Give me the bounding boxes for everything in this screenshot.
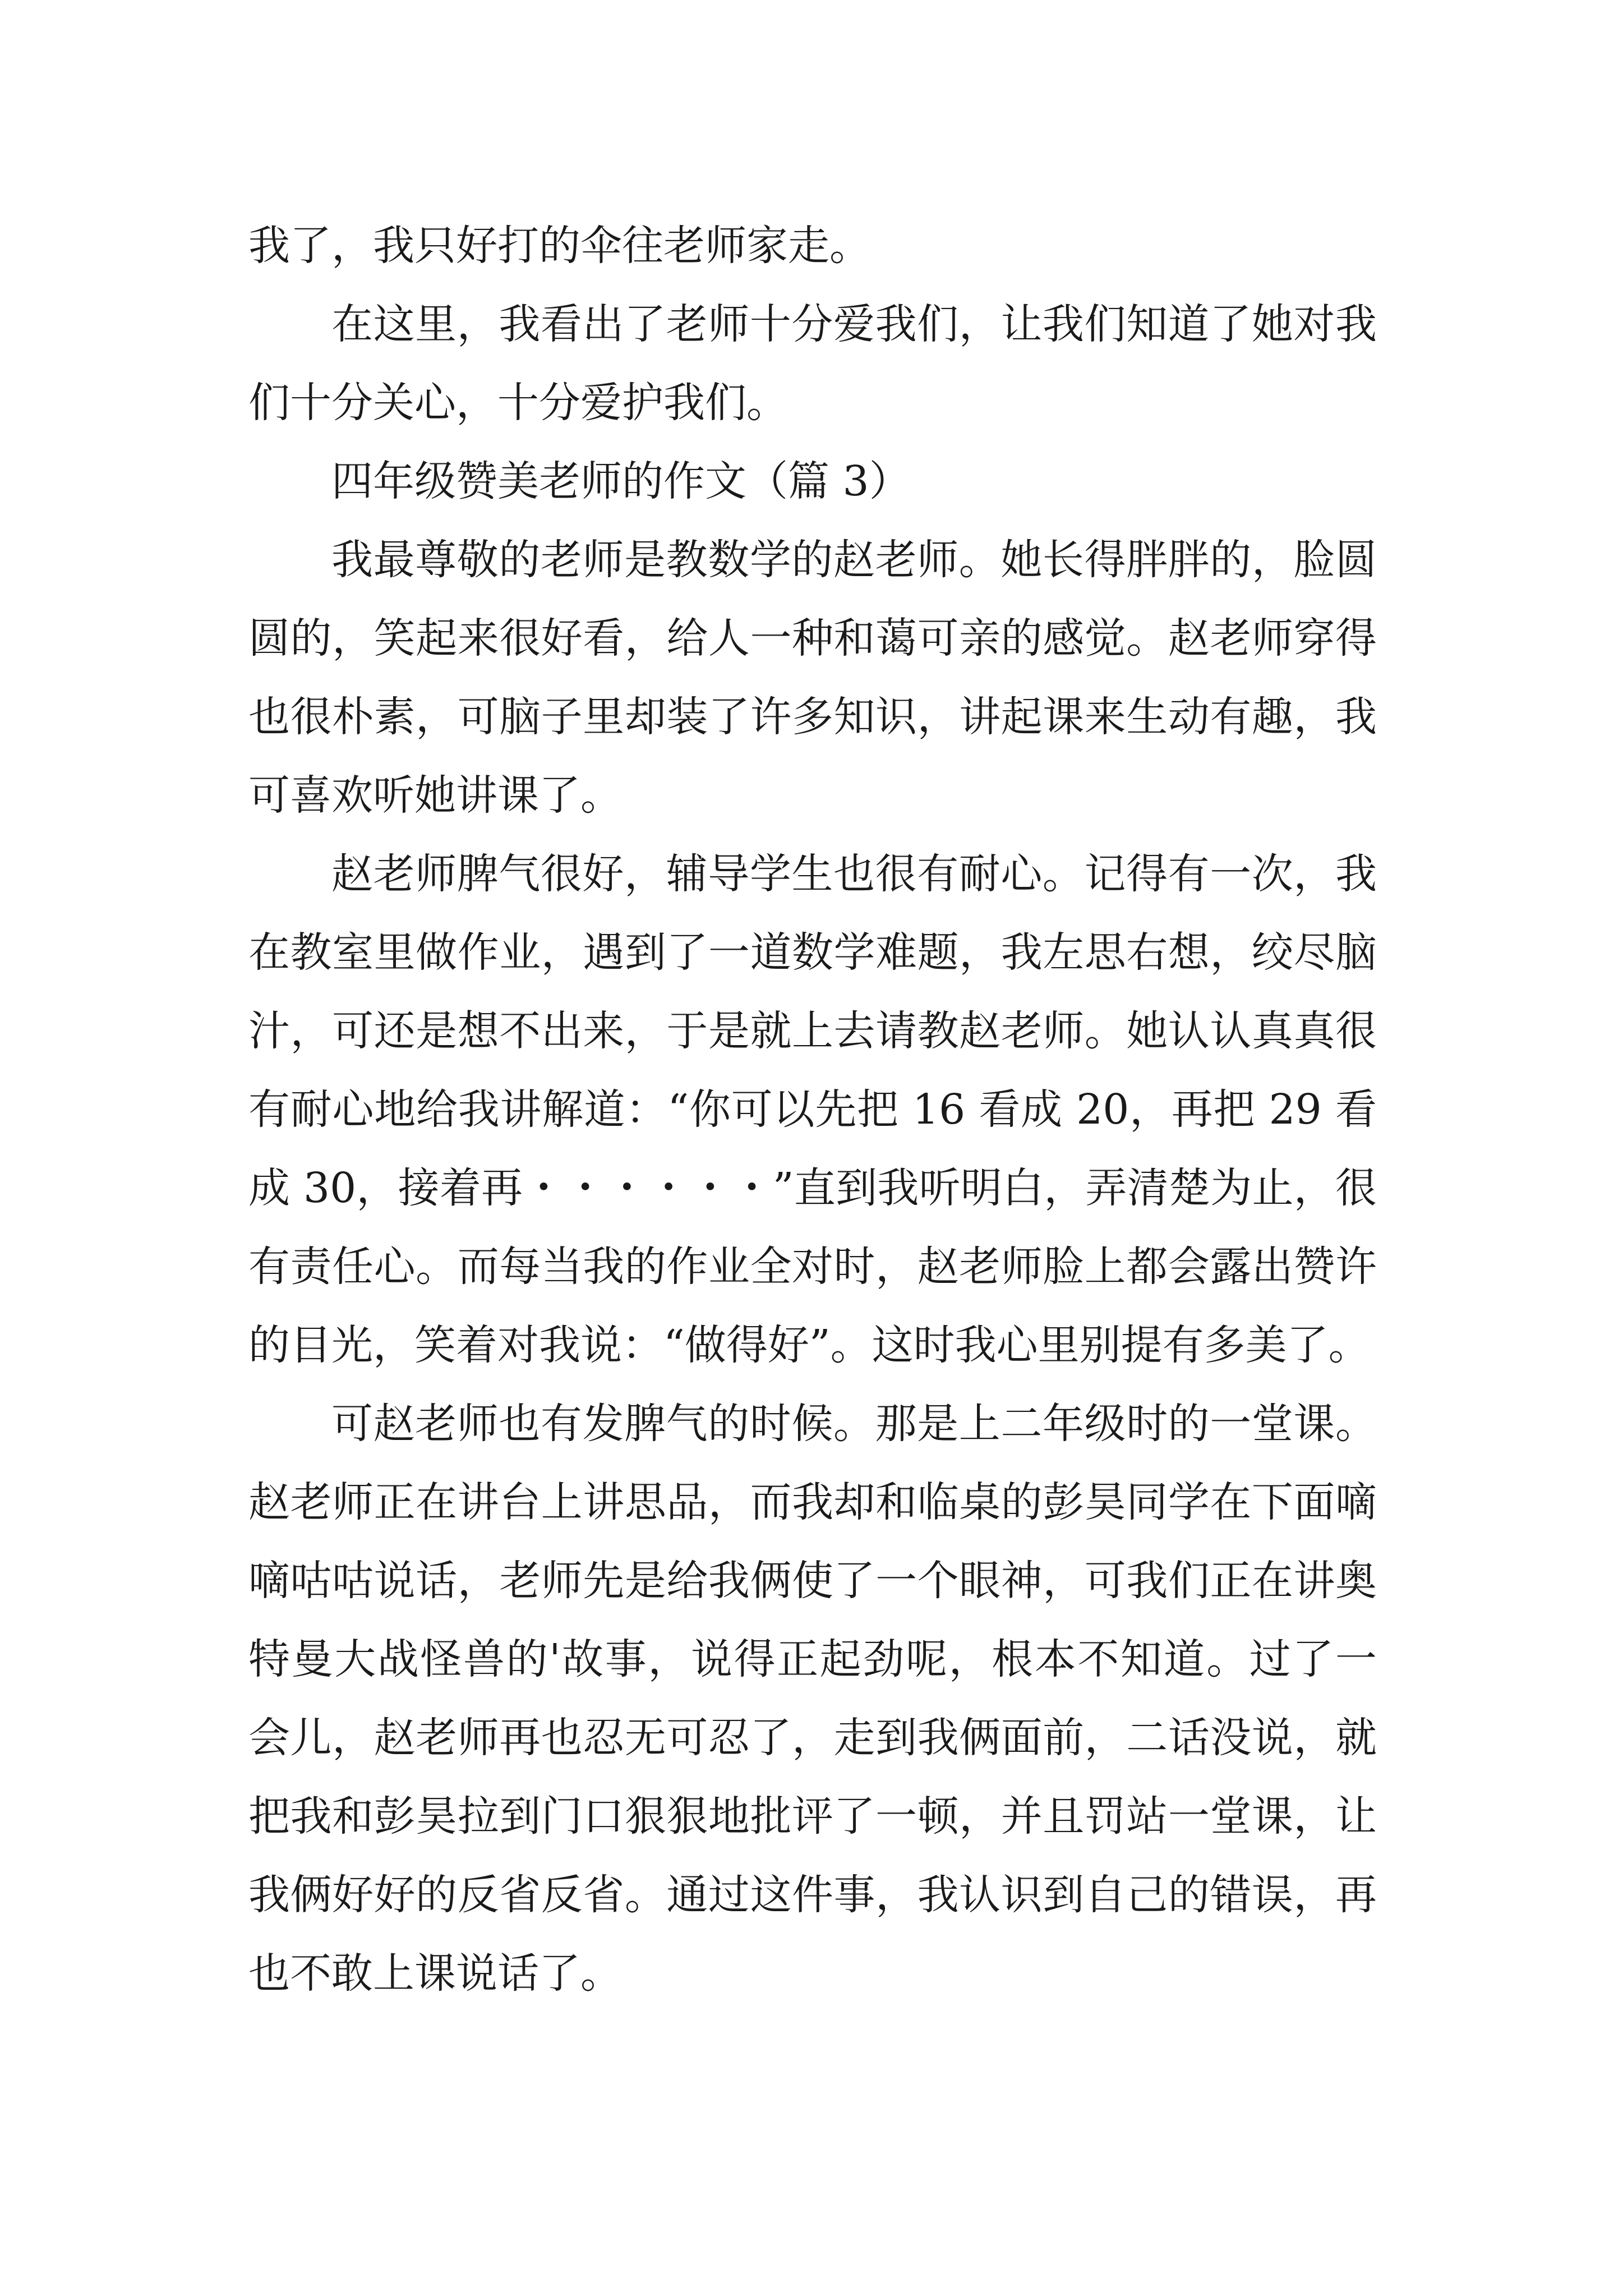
- paragraph-teacher-care: 在这里，我看出了老师十分爱我们，让我们知道了她对我们十分关心，十分爱护我们。: [248, 300, 1377, 427]
- document-body: [248, 206, 1377, 2013]
- paragraph-teacher-description: 我最尊敬的老师是教数学的赵老师。她长得胖胖的，脸圆圆的，笑起来很好看，给人一种和蔼可亲的感觉。赵老师穿得也很朴素，可脑子里却装了许多知识，讲起课来生动有趣，我可喜欢听她讲课了。: [248, 536, 1377, 820]
- paragraph-teacher-strict: 可赵老师也有发脾气的时候。那是上二年级时的一堂课。赵老师正在讲台上讲思品，而我却和临桌的彭昊同学在下面嘀嘀咕咕说话，老师先是给我俩使了一个眼神，可我们正在讲奥特曼大战怪兽的'故事，说得正起劲呢，根本不知道。过了一会儿，赵老师再也忍无可忍了，走到我俩面前，二话没说，就把我和彭昊拉到门口狠狠地批评了一顿，并且罚站一堂课，让我俩好好的反省反省。通过这件事，我认识到自己的错误，再也不敢上课说话了。: [248, 1400, 1377, 1998]
- paragraph-teacher-patience: 赵老师脾气很好，辅导学生也很有耐心。记得有一次，我在教室里做作业，遇到了一道数学难题，我左思右想，绞尽脑汁，可还是想不出来，于是就上去请教赵老师。她认认真真很有耐心地给我讲解道：“你可以先把 16 看成 20，再把 29 看成 30，接着再・・・・・・”直到我听明白，弄清楚为止，很有责任心。而每当我的作业全对时，赵老师脸上都会露出赞许的目光，笑着对我说：“做得好”。这时我心里别提有多美了。: [248, 850, 1377, 1369]
- essay-heading: 四年级赞美老师的作文（篇 3）: [331, 457, 911, 505]
- paragraph-continuation: 我了，我只好打的伞往老师家走。: [248, 222, 871, 270]
